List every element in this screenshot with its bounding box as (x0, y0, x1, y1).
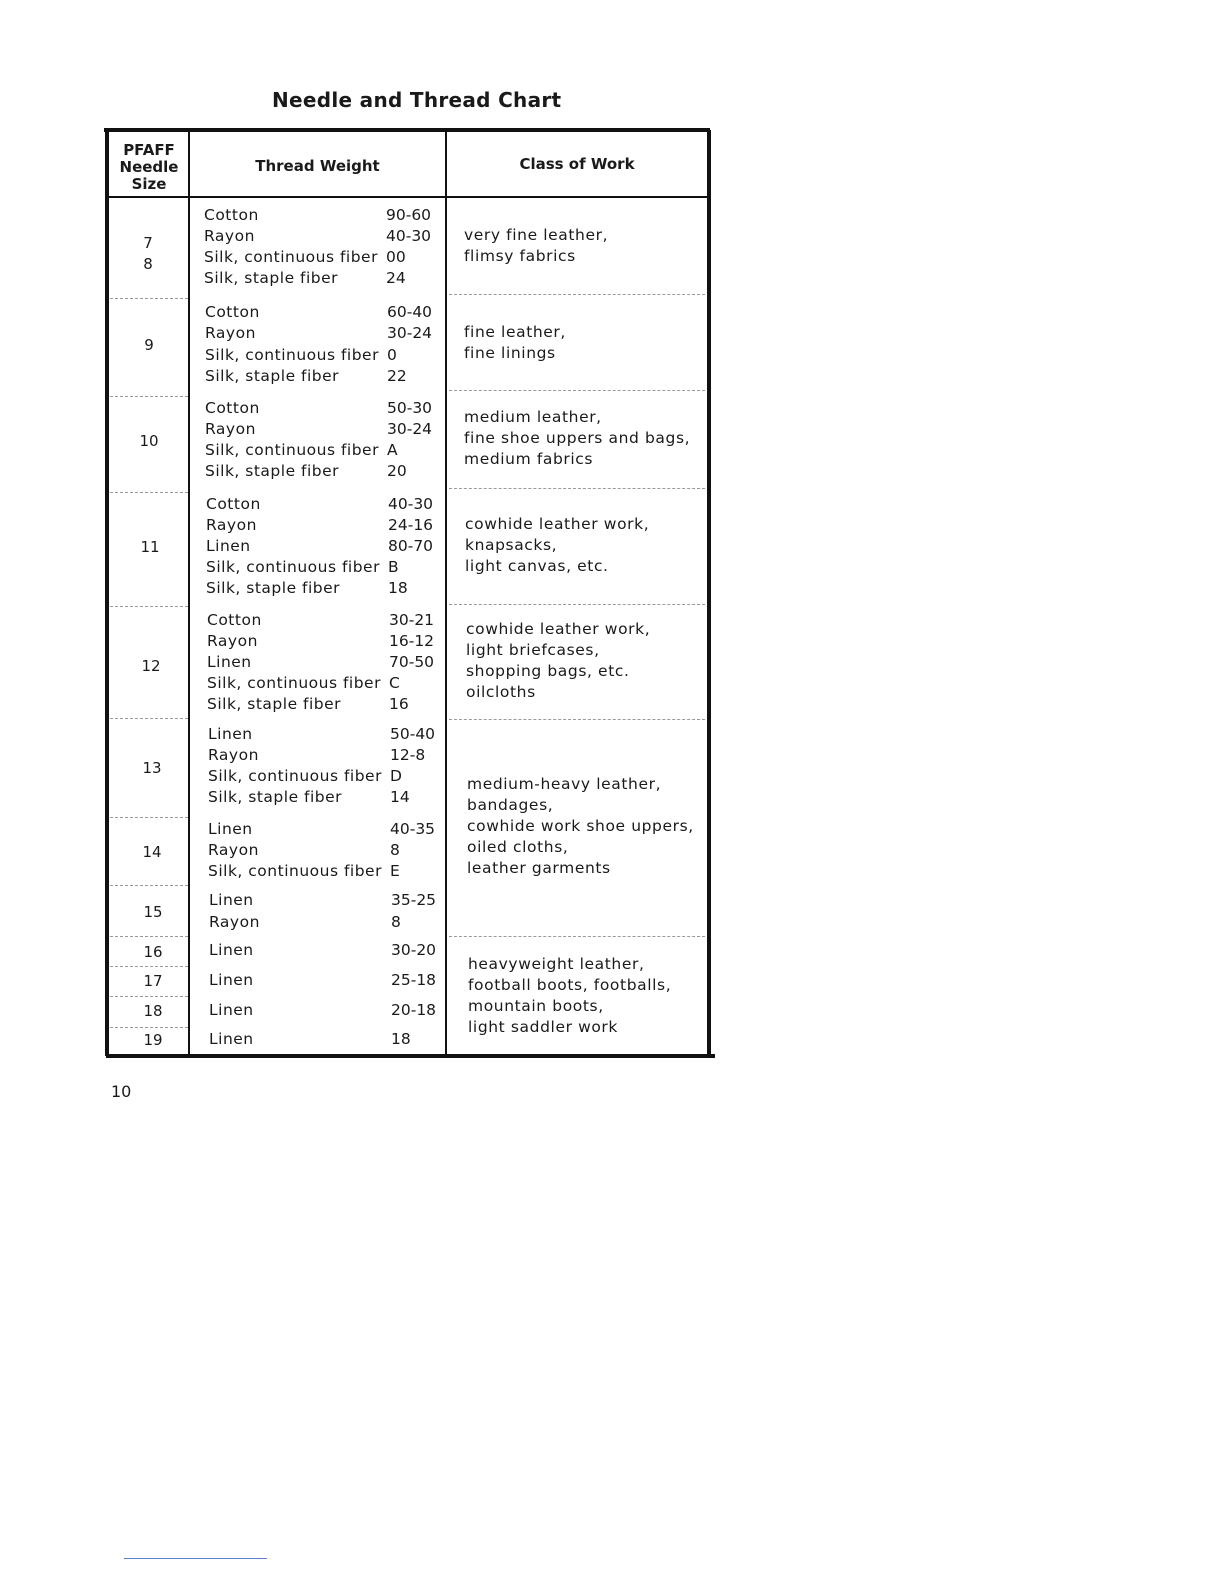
thread-type: Linen (208, 820, 253, 838)
thread-weight-value: D (390, 767, 402, 785)
class-of-work-text: medium leather, fine shoe uppers and bags, medium fabrics (464, 408, 691, 468)
row-separator (110, 298, 188, 299)
page-number: 10 (111, 1082, 132, 1101)
thread-type: Silk, continuous fiber (208, 767, 382, 785)
thread-type: Cotton (205, 399, 260, 417)
thread-weight-value: A (387, 441, 398, 459)
thread-weight-value: 50-30 (387, 399, 433, 417)
thread-type: Rayon (208, 841, 259, 859)
thread-type: Rayon (205, 420, 256, 438)
needle-size: 19 (143, 1031, 163, 1049)
thread-type: Silk, continuous fiber (206, 558, 380, 576)
thread-weight-value: 22 (387, 366, 407, 385)
row-separator (110, 1027, 188, 1028)
thread-weight-value: C (389, 674, 400, 692)
thread-weight-value: 16 (389, 695, 409, 713)
footer-rule (124, 1558, 267, 1559)
thread-type: Silk, continuous fiber (205, 345, 379, 364)
thread-type: Silk, staple fiber (204, 269, 339, 287)
thread-weight-value: E (390, 862, 400, 880)
class-of-work-text: heavyweight leather, football boots, footballs, mountain boots, light saddler work (468, 955, 672, 1036)
header-divider (106, 196, 710, 198)
thread-weight-value: 25-18 (391, 971, 437, 989)
row-separator (110, 396, 188, 397)
thread-type: Silk, staple fiber (206, 579, 341, 597)
row-separator (449, 936, 705, 937)
needle-size: 9 (144, 336, 154, 354)
thread-type: Silk, staple fiber (207, 695, 342, 713)
thread-weight-value: 50-40 (390, 725, 436, 743)
thread-type: Silk, staple fiber (208, 788, 343, 806)
thread-weight-value: 24 (386, 269, 406, 287)
thread-weight-value: 14 (390, 788, 410, 806)
thread-weight-value: B (388, 558, 399, 576)
thread-type: Linen (209, 1030, 254, 1048)
thread-type: Linen (209, 971, 254, 989)
thread-weight-value: 20-18 (391, 1001, 437, 1019)
column-divider-2 (445, 130, 447, 1056)
thread-type: Cotton (206, 495, 261, 513)
thread-weight-value: 24-16 (388, 516, 434, 534)
table-right-border (707, 130, 711, 1056)
thread-type: Linen (207, 653, 252, 671)
thread-weight-value: 40-30 (386, 227, 432, 245)
thread-type: Silk, staple fiber (205, 366, 340, 385)
row-separator (110, 718, 188, 719)
thread-type: Linen (209, 1001, 254, 1019)
header-thread-weight: Thread Weight (255, 157, 380, 175)
needle-size: 15 (143, 903, 163, 921)
row-separator (110, 492, 188, 493)
thread-weight-value: 30-24 (387, 324, 433, 343)
page-title: Needle and Thread Chart (272, 88, 562, 112)
thread-weight-value: 20 (387, 462, 407, 480)
thread-type: Linen (208, 725, 253, 743)
needle-size: 13 (142, 759, 162, 777)
thread-type: Rayon (205, 324, 256, 343)
thread-type: Silk, continuous fiber (208, 862, 382, 880)
row-separator (449, 390, 705, 391)
thread-weight-value: 8 (391, 913, 401, 931)
table-left-border (105, 130, 109, 1056)
class-of-work-text: cowhide leather work, knapsacks, light canvas, etc. (465, 515, 650, 575)
thread-weight-value: 80-70 (388, 537, 434, 555)
thread-type: Cotton (204, 206, 259, 224)
thread-type: Rayon (208, 746, 259, 764)
row-separator (449, 719, 705, 720)
row-separator (110, 996, 188, 997)
row-separator (449, 488, 705, 489)
thread-weight-value: 18 (391, 1030, 411, 1048)
header-needle-size: PFAFF Needle Size (119, 141, 179, 193)
thread-type: Rayon (207, 632, 258, 650)
row-separator (110, 885, 188, 886)
thread-type: Linen (206, 537, 251, 555)
needle-size: 16 (143, 943, 163, 961)
needle-size: 10 (139, 432, 159, 450)
thread-type: Linen (209, 891, 254, 909)
thread-weight-value: 60-40 (387, 303, 433, 321)
row-separator (110, 606, 188, 607)
thread-weight-value: 18 (388, 579, 408, 597)
thread-weight-value: 12-8 (390, 746, 426, 764)
thread-type: Silk, continuous fiber (204, 248, 378, 266)
thread-type: Cotton (205, 303, 260, 321)
row-separator (449, 294, 705, 295)
thread-weight-value: 40-30 (388, 495, 434, 513)
thread-weight-value: 90-60 (386, 206, 432, 224)
needle-thread-table (104, 128, 714, 1060)
thread-type: Silk, staple fiber (205, 462, 340, 480)
needle-size: 14 (142, 843, 162, 861)
row-separator (110, 936, 188, 937)
thread-type: Cotton (207, 611, 262, 629)
thread-type: Linen (209, 941, 254, 959)
class-of-work-text: cowhide leather work, light briefcases, shopping bags, etc. oilcloths (466, 620, 651, 701)
thread-weight-value: 70-50 (389, 653, 435, 671)
thread-weight-value: 35-25 (391, 891, 437, 909)
class-of-work-text: very fine leather, flimsy fabrics (464, 226, 609, 265)
thread-type: Rayon (206, 516, 257, 534)
row-separator (110, 966, 188, 967)
class-of-work-text: fine leather, fine linings (464, 323, 566, 362)
needle-size: 18 (143, 1002, 163, 1020)
column-divider-1 (188, 130, 190, 1056)
needle-size: 11 (140, 538, 160, 556)
thread-type: Rayon (204, 227, 255, 245)
thread-weight-value: 0 (387, 345, 397, 364)
class-of-work-text: medium-heavy leather, bandages, cowhide work shoe uppers, oiled cloths, leather garments (467, 775, 694, 877)
thread-weight-value: 16-12 (389, 632, 435, 650)
thread-weight-value: 30-21 (389, 611, 435, 629)
table-top-border (104, 128, 710, 132)
row-separator (449, 604, 705, 605)
needle-size: 12 (141, 657, 161, 675)
thread-weight-value: 40-35 (390, 820, 436, 838)
thread-weight-value: 30-20 (391, 941, 437, 959)
row-separator (110, 817, 188, 818)
needle-size: 17 (143, 972, 163, 990)
thread-weight-value: 30-24 (387, 420, 433, 438)
header-class-of-work: Class of Work (519, 155, 635, 173)
thread-weight-value: 00 (386, 248, 406, 266)
thread-type: Silk, continuous fiber (205, 441, 379, 459)
needle-size: 7 8 (143, 234, 153, 273)
thread-weight-value: 8 (390, 841, 400, 859)
thread-type: Rayon (209, 913, 260, 931)
thread-type: Silk, continuous fiber (207, 674, 381, 692)
table-bottom-border (106, 1054, 715, 1058)
